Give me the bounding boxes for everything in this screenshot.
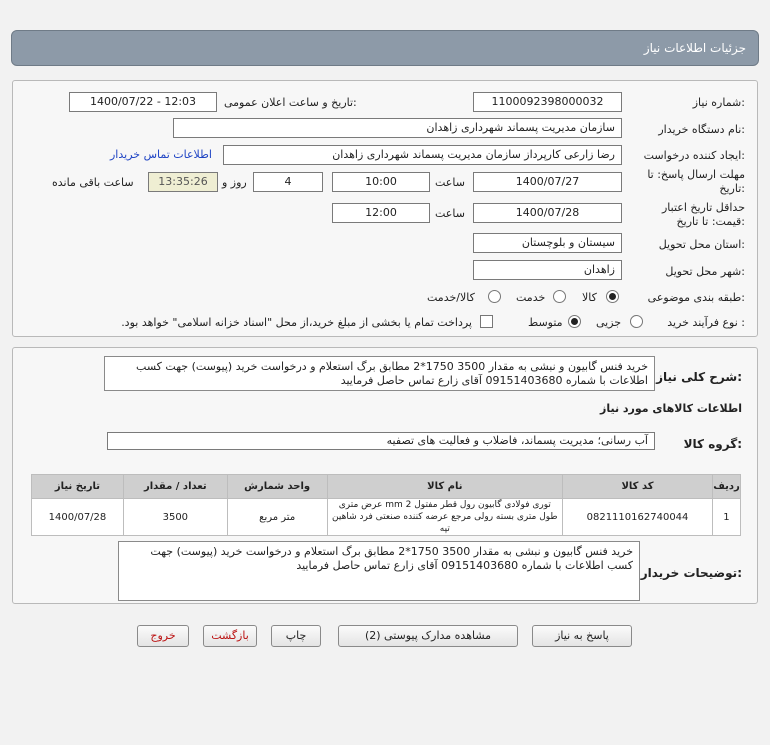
days-field: 4 — [253, 172, 323, 192]
category-radio-service[interactable] — [553, 290, 566, 303]
validity-label-1: حداقل تاریخ اعتبار — [661, 201, 745, 214]
process-minor-label: جزیی — [596, 316, 622, 329]
validity-label-2: قیمت: تا تاریخ: — [676, 215, 745, 228]
remaining-label: ساعت باقی مانده — [52, 176, 134, 189]
need-number-label: شماره نیاز: — [692, 96, 745, 109]
deadline-label-2: تاریخ: — [719, 182, 745, 195]
process-radio-medium[interactable] — [568, 315, 581, 328]
goods-section-title: اطلاعات کالاهای مورد نیاز — [600, 402, 742, 415]
print-button[interactable]: چاپ — [271, 625, 321, 647]
requester-field: رضا زارعی کارپرداز سازمان مدیریت پسماند شهرداری زاهدان — [223, 145, 622, 165]
cell-code: 0821110162740044 — [563, 499, 713, 536]
table-row — [32, 499, 741, 536]
summary-label: شرح کلی نیاز: — [656, 370, 742, 384]
deadline-time-field: 10:00 — [332, 172, 430, 192]
cell-qty: 3500 — [123, 499, 227, 536]
city-field: زاهدان — [473, 260, 622, 280]
requester-label: ایجاد کننده درخواست: — [643, 149, 745, 162]
col-date: تاریخ نیاز — [32, 475, 124, 499]
back-button[interactable]: بازگشت — [203, 625, 257, 647]
exit-button[interactable]: خروج — [137, 625, 189, 647]
page-header — [11, 30, 759, 66]
city-label: شهر محل تحویل: — [665, 265, 745, 278]
validity-time-field: 12:00 — [332, 203, 430, 223]
category-goods-label: کالا — [582, 291, 597, 304]
col-row: ردیف — [712, 475, 740, 499]
cell-row: 1 — [712, 499, 740, 536]
validity-date-field: 1400/07/28 — [473, 203, 622, 223]
reply-button[interactable]: پاسخ به نیاز — [532, 625, 632, 647]
need-number-field: 1100092398000032 — [473, 92, 622, 112]
validity-hour-label: ساعت — [435, 207, 465, 220]
buyer-org-label: نام دستگاه خریدار: — [658, 123, 745, 136]
buyer-org-field: سازمان مدیریت پسماند شهرداری زاهدان — [173, 118, 622, 138]
process-medium-label: متوسط — [528, 316, 563, 329]
category-both-label: کالا/خدمت — [427, 291, 475, 304]
treasury-checkbox[interactable] — [480, 315, 493, 328]
days-label: روز و — [222, 176, 247, 189]
attachments-button[interactable]: مشاهده مدارک پیوستی (2) — [338, 625, 518, 647]
category-radio-both[interactable] — [488, 290, 501, 303]
cell-date: 1400/07/28 — [32, 499, 124, 536]
category-label: طبقه بندی موضوعی: — [647, 291, 745, 304]
page-title: جزئیات اطلاعات نیاز — [643, 41, 746, 55]
announce-label: تاریخ و ساعت اعلان عمومی: — [224, 96, 357, 109]
cell-name: توری فولادی گابیون رول قطر مفتول 2 mm عرض متری طول متری بسته رولی مرجع عرضه کننده صنعتی فرد شاهین تپه — [327, 499, 562, 536]
buyer-notes-label: توضیحات خریدار: — [640, 566, 742, 580]
process-radio-minor[interactable] — [630, 315, 643, 328]
deadline-hour-label: ساعت — [435, 176, 465, 189]
col-code: کد کالا — [563, 475, 713, 499]
buyer-notes-text: خرید فنس گابیون و نبشی به مقدار 3500 1750*2 مطابق برگ استعلام و درخواست خرید (پیوست) جهت کسب اطلاعات با شماره 09151403680 آقای زارع تماس حاصل فرمایید — [118, 541, 640, 601]
payment-note: پرداخت تمام یا بخشی از مبلغ خرید،از محل "اسناد خزانه اسلامی" خواهد بود. — [121, 316, 472, 329]
category-radio-goods[interactable] — [606, 290, 619, 303]
remaining-time-field: 13:35:26 — [148, 172, 218, 192]
col-name: نام کالا — [327, 475, 562, 499]
goods-group-label: گروه کالا: — [683, 437, 742, 451]
process-label: نوع فرآیند خرید : — [667, 316, 745, 329]
summary-text: خرید فنس گابیون و نبشی به مقدار 3500 1750*2 مطابق برگ استعلام و درخواست خرید (پیوست) جهت کسب اطلاعات با شماره 09151403680 آقای زارع تماس حاصل فرمایید — [104, 356, 655, 391]
deadline-label-1: مهلت ارسال پاسخ: تا — [647, 168, 745, 181]
buyer-contact-link[interactable]: اطلاعات تماس خریدار — [110, 148, 212, 161]
cell-unit: متر مربع — [227, 499, 327, 536]
col-qty: تعداد / مقدار — [123, 475, 227, 499]
goods-group-field: آب رسانی؛ مدیریت پسماند، فاضلاب و فعالیت های تصفیه — [107, 432, 655, 450]
province-field: سیستان و بلوچستان — [473, 233, 622, 253]
deadline-date-field: 1400/07/27 — [473, 172, 622, 192]
goods-table — [31, 474, 741, 536]
goods-table-header — [32, 475, 741, 499]
col-unit: واحد شمارش — [227, 475, 327, 499]
province-label: استان محل تحویل: — [658, 238, 745, 251]
announce-field: 1400/07/22 - 12:03 — [69, 92, 217, 112]
category-service-label: خدمت — [516, 291, 546, 304]
